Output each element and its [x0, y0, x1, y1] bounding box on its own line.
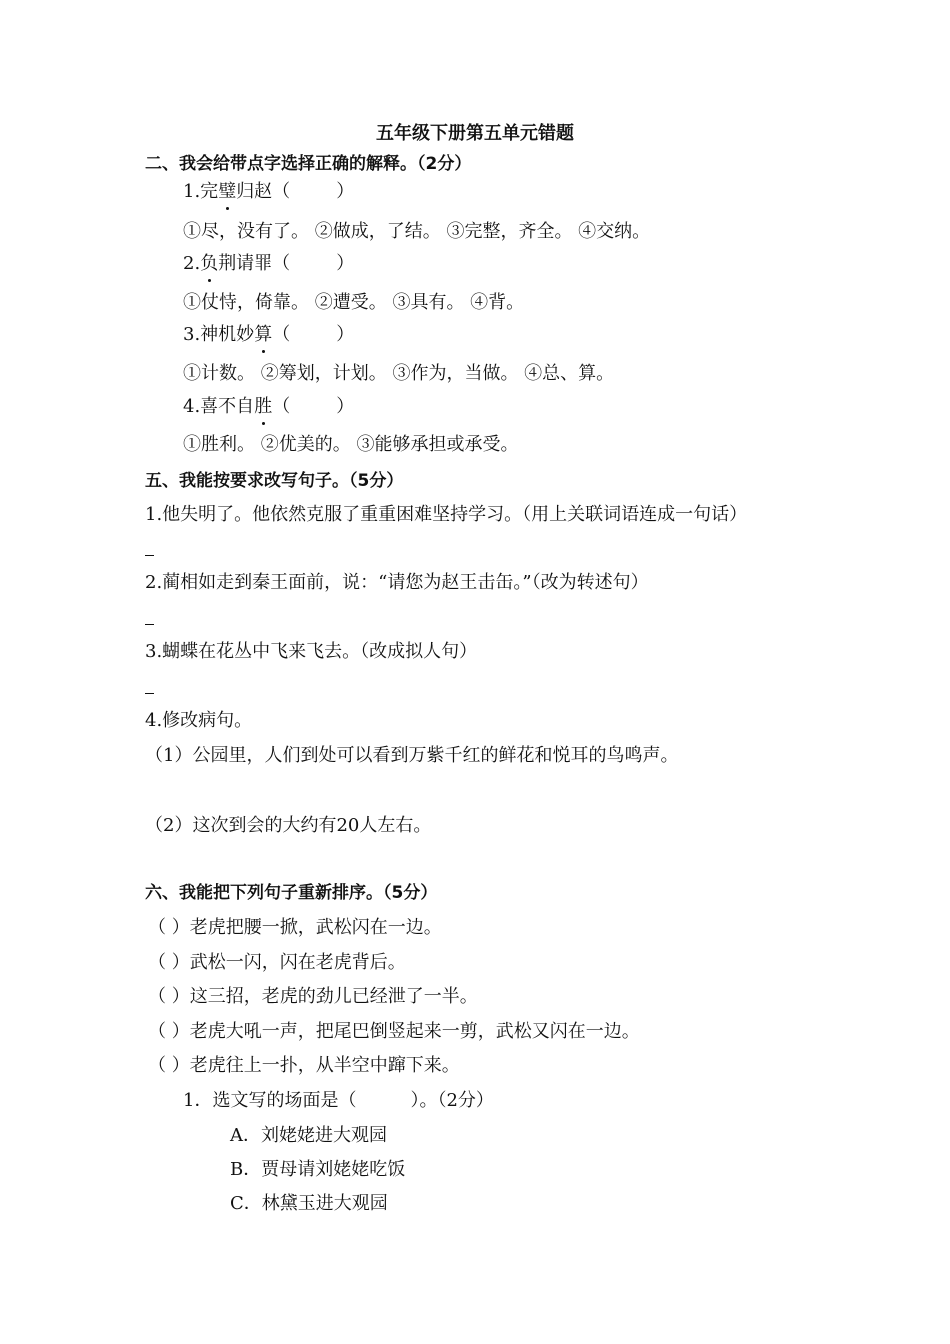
mc-option-b: B．贾母请刘姥姥吃饭 [230, 1159, 406, 1180]
mc-option-a: A．刘姥姥进大观园 [230, 1125, 387, 1146]
sort-item: （ ）这三招，老虎的劲儿已经泄了一半。 [148, 986, 478, 1007]
question-5-1: 1.他失明了。他依然克服了重重困难坚持学习。（用上关联词语连成一句话） [145, 504, 748, 525]
question-2-4: 4.喜不自胜（ ） [183, 396, 355, 417]
answer-line [145, 693, 154, 694]
dotted-character: 算 [254, 324, 273, 345]
dotted-character: 负 [200, 253, 219, 274]
section-2-heading: 二、我会给带点字选择正确的解释。（2分） [145, 154, 472, 174]
question-5-2: 2.蔺相如走到秦王面前，说：“请您为赵王击缶。”（改为转述句） [145, 572, 649, 593]
question-2-4-options: ①胜利。 ②优美的。 ③能够承担或承受。 [183, 434, 519, 455]
sort-item: （ ）武松一闪，闪在老虎背后。 [148, 952, 406, 973]
dotted-character: 胜 [254, 396, 273, 417]
answer-line [145, 624, 154, 625]
section-5-heading: 五、我能按要求改写句子。（5分） [145, 471, 404, 491]
question-2-2: 2.负荆请罪（ ） [183, 253, 355, 274]
question-5-4: 4.修改病句。 [145, 710, 253, 731]
dotted-character: 璧 [218, 181, 237, 202]
question-5-4-2: （2）这次到会的大约有20人左右。 [145, 815, 432, 836]
sort-item: （ ）老虎把腰一掀，武松闪在一边。 [148, 917, 442, 938]
mc-question: 1．选文写的场面是（ ）。（2分） [183, 1090, 494, 1111]
question-2-2-options: ①仗恃，倚靠。 ②遭受。 ③具有。 ④背。 [183, 292, 525, 313]
question-5-4-1: （1）公园里，人们到处可以看到万紫千红的鲜花和悦耳的鸟鸣声。 [145, 745, 679, 766]
question-2-3: 3.神机妙算（ ） [183, 324, 355, 345]
section-6-heading: 六、我能把下列句子重新排序。（5分） [145, 883, 438, 903]
answer-line [145, 555, 154, 556]
question-2-1-options: ①尽，没有了。 ②做成，了结。 ③完整，齐全。 ④交纳。 [183, 221, 651, 242]
sort-item: （ ）老虎大吼一声，把尾巴倒竖起来一剪，武松又闪在一边。 [148, 1021, 640, 1042]
question-2-1: 1.完璧归赵（ ） [183, 181, 355, 202]
page-title: 五年级下册第五单元错题 [376, 123, 574, 144]
question-5-3: 3.蝴蝶在花丛中飞来飞去。（改成拟人句） [145, 641, 478, 662]
sort-item: （ ）老虎往上一扑，从半空中蹿下来。 [148, 1055, 460, 1076]
question-2-3-options: ①计数。 ②筹划，计划。 ③作为，当做。 ④总、算。 [183, 363, 615, 384]
mc-option-c: C．林黛玉进大观园 [230, 1193, 388, 1214]
